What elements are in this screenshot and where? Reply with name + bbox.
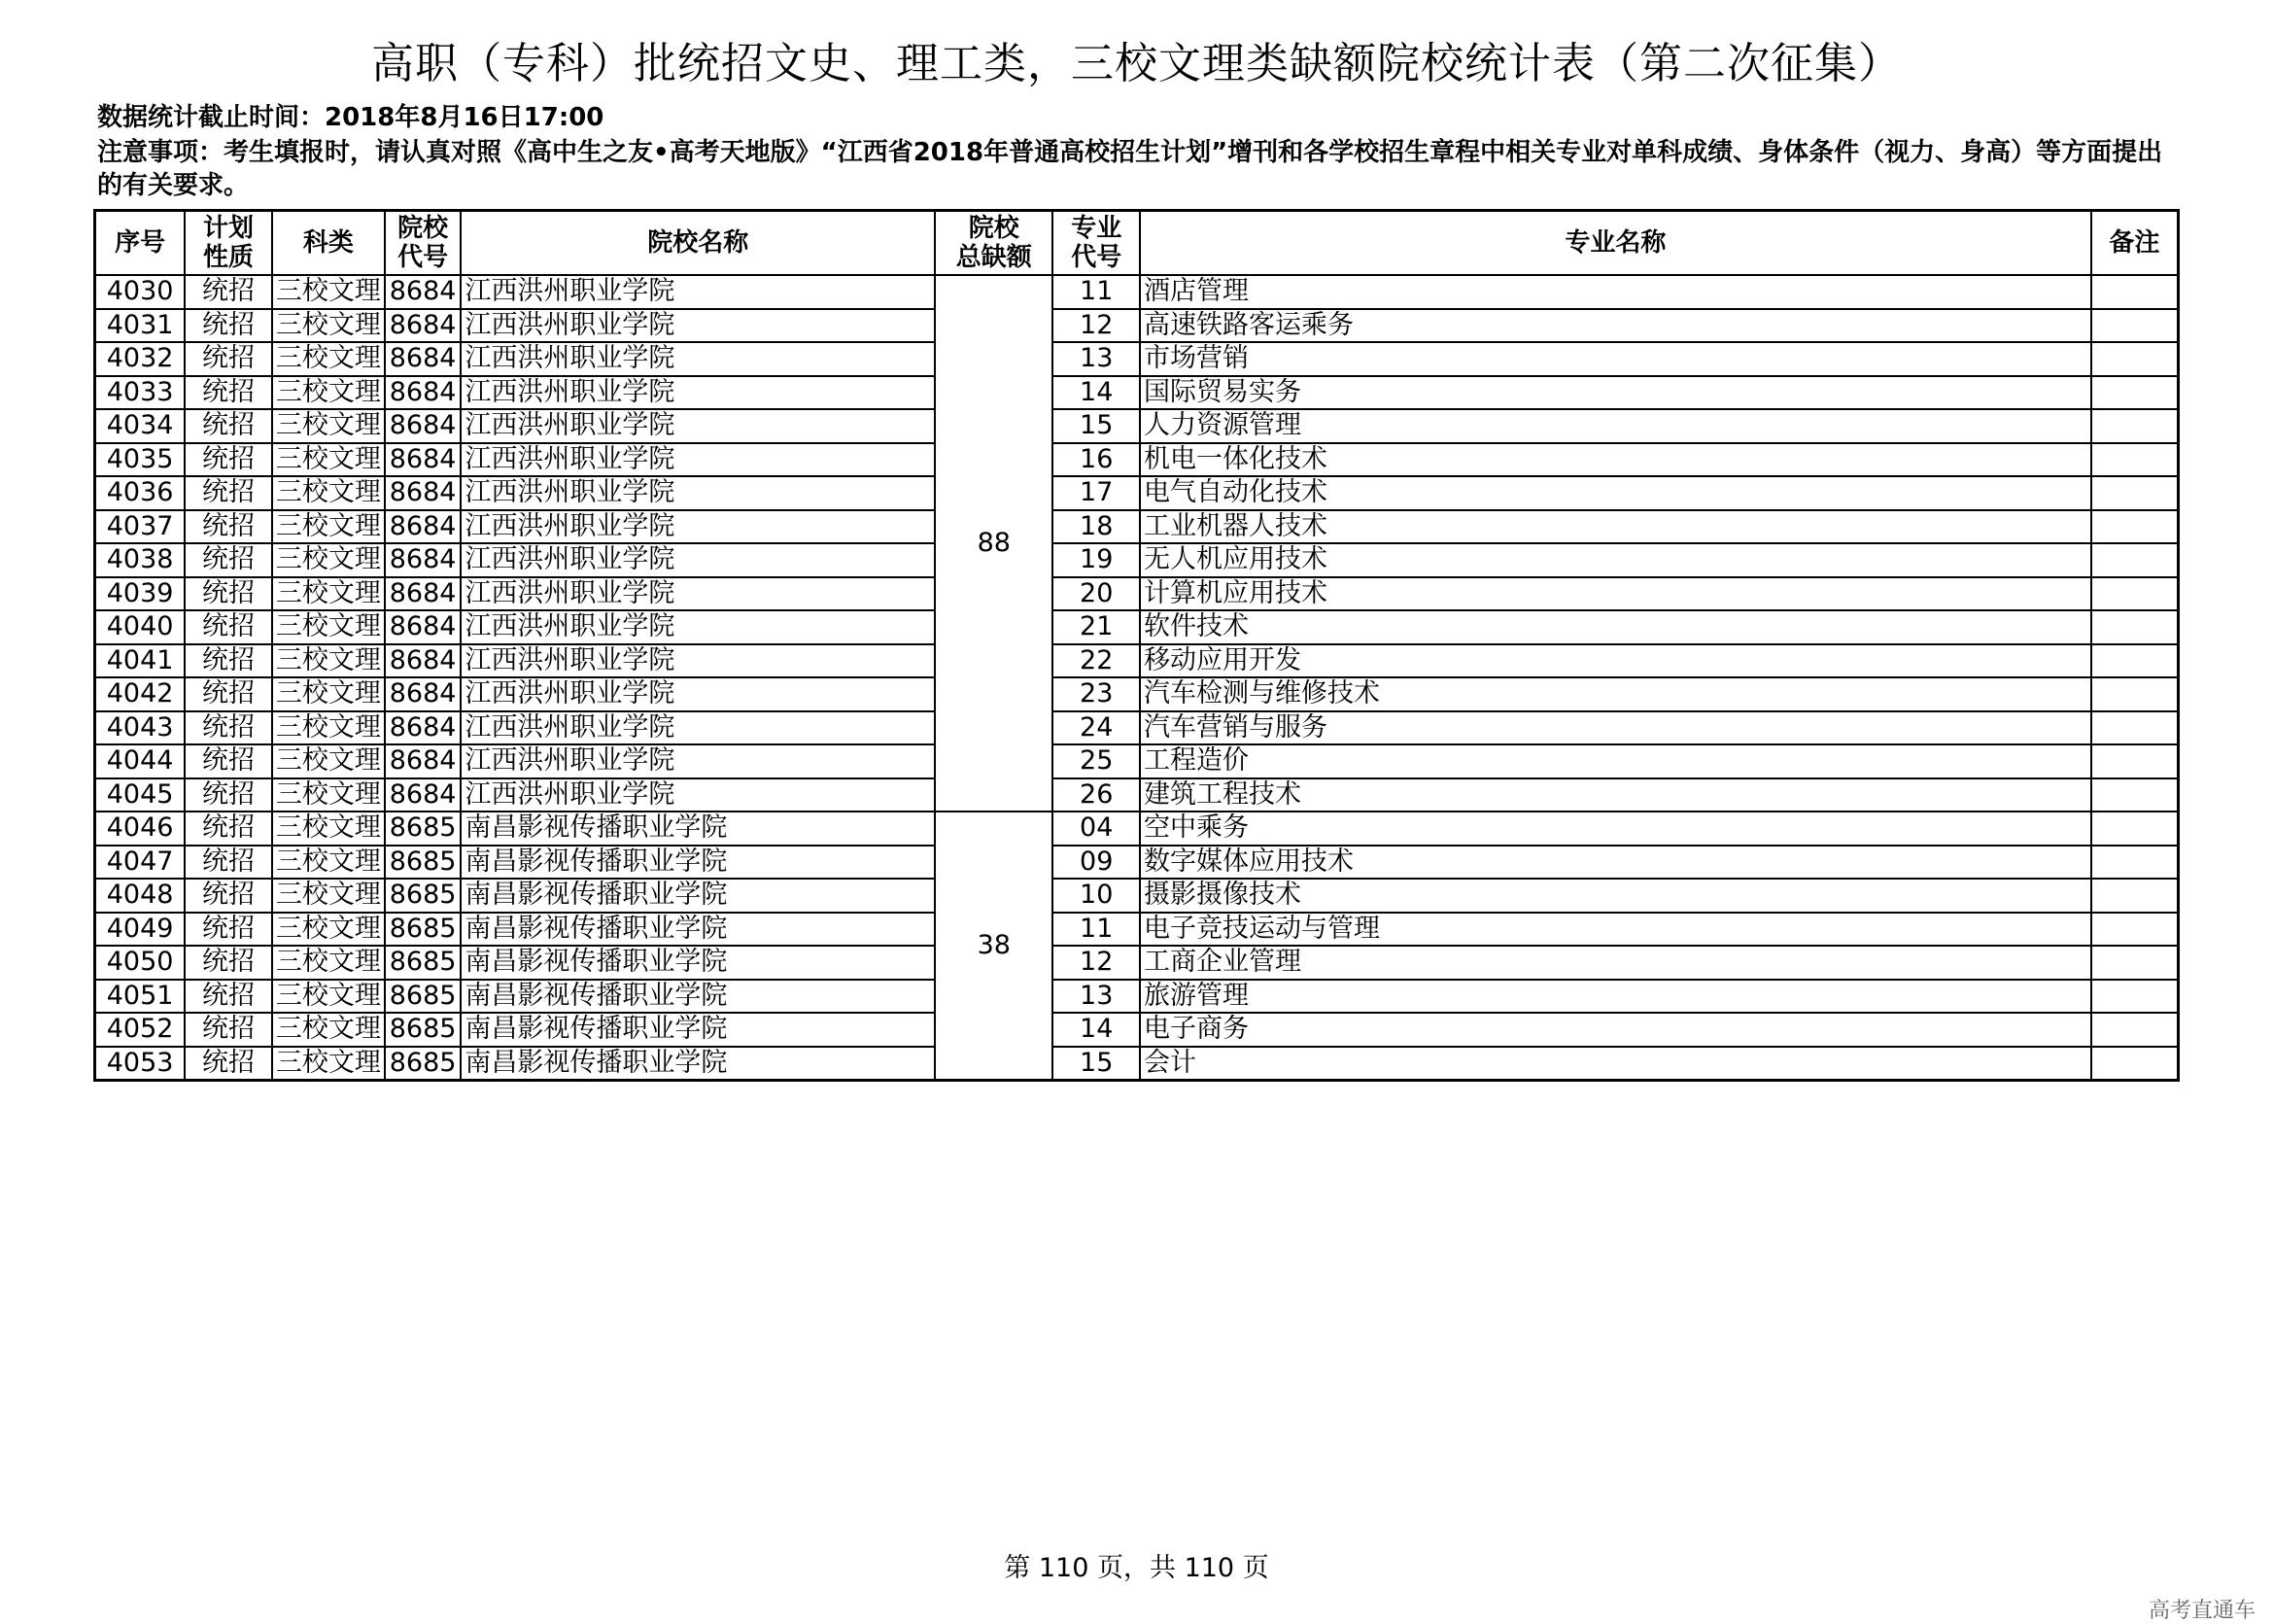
table-row	[95, 275, 2179, 309]
cell-remark	[2091, 577, 2179, 611]
cell-plan-type: 统招	[185, 711, 272, 745]
cell-seq: 4041	[95, 644, 186, 678]
cell-school-code: 8684	[385, 309, 461, 343]
table-row	[95, 846, 2179, 880]
cell-remark	[2091, 543, 2179, 577]
cell-category: 三校文理	[272, 1047, 385, 1081]
cell-seq: 4044	[95, 744, 186, 778]
cell-school-name: 南昌影视传播职业学院	[461, 913, 935, 947]
cell-category: 三校文理	[272, 812, 385, 846]
cell-major-name: 工业机器人技术	[1140, 510, 2091, 544]
cell-plan-type: 统招	[185, 443, 272, 477]
cell-school-code: 8684	[385, 744, 461, 778]
cell-category: 三校文理	[272, 476, 385, 510]
cell-major-name: 计算机应用技术	[1140, 577, 2091, 611]
cell-school-name: 江西洪州职业学院	[461, 275, 935, 309]
cell-category: 三校文理	[272, 543, 385, 577]
cell-seq: 4030	[95, 275, 186, 309]
cell-total-vacancy: 38	[935, 812, 1052, 1081]
cell-category: 三校文理	[272, 510, 385, 544]
cell-school-name: 江西洪州职业学院	[461, 409, 935, 443]
cell-plan-type: 统招	[185, 610, 272, 644]
cell-category: 三校文理	[272, 644, 385, 678]
cell-remark	[2091, 510, 2179, 544]
header-school-code: 院校 代号	[385, 211, 461, 276]
cell-major-name: 移动应用开发	[1140, 644, 2091, 678]
cell-remark	[2091, 409, 2179, 443]
header-plan-type: 计划 性质	[185, 211, 272, 276]
cell-major-code: 09	[1052, 846, 1140, 880]
cell-major-code: 26	[1052, 778, 1140, 812]
cell-major-name: 人力资源管理	[1140, 409, 2091, 443]
cell-plan-type: 统招	[185, 309, 272, 343]
table-row	[95, 476, 2179, 510]
cell-plan-type: 统招	[185, 1013, 272, 1047]
cell-remark	[2091, 610, 2179, 644]
cell-school-code: 8685	[385, 879, 461, 913]
cell-school-name: 江西洪州职业学院	[461, 510, 935, 544]
cell-school-code: 8684	[385, 376, 461, 410]
cell-seq: 4045	[95, 778, 186, 812]
cell-category: 三校文理	[272, 744, 385, 778]
table-row	[95, 443, 2179, 477]
cell-plan-type: 统招	[185, 1047, 272, 1081]
table-row	[95, 543, 2179, 577]
header-category: 科类	[272, 211, 385, 276]
cell-seq: 4049	[95, 913, 186, 947]
cell-plan-type: 统招	[185, 677, 272, 711]
notice-text: 注意事项：考生填报时，请认真对照《高中生之友•高考天地版》“江西省2018年普通高校招生计划”增刊和各学校招生章程中相关专业对单科成绩、身体条件（视力、身高）等方面提出的有关要求。	[97, 138, 2163, 200]
cell-remark	[2091, 913, 2179, 947]
cell-category: 三校文理	[272, 946, 385, 980]
cell-category: 三校文理	[272, 409, 385, 443]
cell-seq: 4036	[95, 476, 186, 510]
cell-major-code: 17	[1052, 476, 1140, 510]
cell-seq: 4033	[95, 376, 186, 410]
cell-major-code: 11	[1052, 913, 1140, 947]
cell-major-name: 高速铁路客运乘务	[1140, 309, 2091, 343]
cell-plan-type: 统招	[185, 510, 272, 544]
table-row	[95, 610, 2179, 644]
cell-seq: 4050	[95, 946, 186, 980]
header-school-name: 院校名称	[461, 211, 935, 276]
cell-school-code: 8684	[385, 677, 461, 711]
cell-major-name: 旅游管理	[1140, 980, 2091, 1014]
cell-major-name: 酒店管理	[1140, 275, 2091, 309]
cell-category: 三校文理	[272, 342, 385, 376]
cell-major-code: 24	[1052, 711, 1140, 745]
cell-plan-type: 统招	[185, 980, 272, 1014]
cell-category: 三校文理	[272, 846, 385, 880]
cell-seq: 4034	[95, 409, 186, 443]
cell-school-code: 8685	[385, 1013, 461, 1047]
table-row	[95, 1013, 2179, 1047]
cell-major-code: 23	[1052, 677, 1140, 711]
cell-major-code: 25	[1052, 744, 1140, 778]
cell-major-name: 无人机应用技术	[1140, 543, 2091, 577]
cell-remark	[2091, 443, 2179, 477]
cell-school-code: 8685	[385, 913, 461, 947]
cell-major-code: 16	[1052, 443, 1140, 477]
header-remark: 备注	[2091, 211, 2179, 276]
cell-remark	[2091, 778, 2179, 812]
cell-remark	[2091, 275, 2179, 309]
cell-remark	[2091, 309, 2179, 343]
cell-major-code: 15	[1052, 1047, 1140, 1081]
table-row	[95, 510, 2179, 544]
cell-seq: 4032	[95, 342, 186, 376]
cell-school-code: 8684	[385, 342, 461, 376]
cell-seq: 4039	[95, 577, 186, 611]
header-seq: 序号	[95, 211, 186, 276]
cell-category: 三校文理	[272, 778, 385, 812]
table-row	[95, 744, 2179, 778]
cell-remark	[2091, 744, 2179, 778]
cell-plan-type: 统招	[185, 778, 272, 812]
cell-major-name: 市场营销	[1140, 342, 2091, 376]
cell-major-code: 11	[1052, 275, 1140, 309]
cell-school-code: 8684	[385, 543, 461, 577]
cell-category: 三校文理	[272, 610, 385, 644]
cell-seq: 4035	[95, 443, 186, 477]
cell-plan-type: 统招	[185, 577, 272, 611]
header-major-name: 专业名称	[1140, 211, 2091, 276]
cell-major-code: 20	[1052, 577, 1140, 611]
cell-school-name: 江西洪州职业学院	[461, 711, 935, 745]
document-title: 高职（专科）批统招文史、理工类，三校文理类缺额院校统计表（第二次征集）	[371, 39, 1902, 88]
cell-total-vacancy: 88	[935, 275, 1052, 812]
cell-school-name: 江西洪州职业学院	[461, 744, 935, 778]
cell-school-name: 南昌影视传播职业学院	[461, 1013, 935, 1047]
table-row	[95, 1047, 2179, 1081]
cell-major-code: 04	[1052, 812, 1140, 846]
cell-category: 三校文理	[272, 275, 385, 309]
cell-remark	[2091, 980, 2179, 1014]
cell-plan-type: 统招	[185, 644, 272, 678]
cell-plan-type: 统招	[185, 812, 272, 846]
cell-major-name: 汽车营销与服务	[1140, 711, 2091, 745]
table-row	[95, 711, 2179, 745]
cell-remark	[2091, 879, 2179, 913]
cell-school-code: 8684	[385, 476, 461, 510]
page-footer: 第 110 页，共 110 页	[1004, 1553, 1269, 1583]
cell-major-name: 机电一体化技术	[1140, 443, 2091, 477]
cell-major-code: 12	[1052, 309, 1140, 343]
cell-category: 三校文理	[272, 376, 385, 410]
cell-seq: 4046	[95, 812, 186, 846]
cell-category: 三校文理	[272, 980, 385, 1014]
deadline-text: 数据统计截止时间：2018年8月16日17:00	[97, 103, 604, 132]
cell-school-name: 江西洪州职业学院	[461, 677, 935, 711]
table-header-row	[95, 211, 2179, 276]
cell-seq: 4031	[95, 309, 186, 343]
cell-major-code: 10	[1052, 879, 1140, 913]
cell-plan-type: 统招	[185, 376, 272, 410]
cell-school-name: 江西洪州职业学院	[461, 543, 935, 577]
table-row	[95, 913, 2179, 947]
table-row	[95, 409, 2179, 443]
cell-seq: 4037	[95, 510, 186, 544]
cell-remark	[2091, 342, 2179, 376]
cell-seq: 4053	[95, 1047, 186, 1081]
cell-school-name: 江西洪州职业学院	[461, 644, 935, 678]
cell-school-code: 8684	[385, 577, 461, 611]
cell-school-code: 8685	[385, 946, 461, 980]
cell-major-name: 工程造价	[1140, 744, 2091, 778]
cell-category: 三校文理	[272, 309, 385, 343]
cell-plan-type: 统招	[185, 879, 272, 913]
cell-remark	[2091, 812, 2179, 846]
cell-major-name: 空中乘务	[1140, 812, 2091, 846]
cell-major-name: 会计	[1140, 1047, 2091, 1081]
cell-major-name: 电子竞技运动与管理	[1140, 913, 2091, 947]
cell-seq: 4038	[95, 543, 186, 577]
table-row	[95, 946, 2179, 980]
watermark-text: 高考直通车	[2148, 1599, 2256, 1623]
cell-remark	[2091, 1047, 2179, 1081]
table-row	[95, 376, 2179, 410]
cell-school-code: 8684	[385, 711, 461, 745]
cell-remark	[2091, 677, 2179, 711]
cell-school-code: 8684	[385, 644, 461, 678]
cell-school-name: 江西洪州职业学院	[461, 309, 935, 343]
cell-remark	[2091, 846, 2179, 880]
table-row	[95, 879, 2179, 913]
cell-major-code: 13	[1052, 980, 1140, 1014]
cell-category: 三校文理	[272, 443, 385, 477]
cell-category: 三校文理	[272, 879, 385, 913]
cell-school-name: 南昌影视传播职业学院	[461, 946, 935, 980]
cell-school-name: 江西洪州职业学院	[461, 476, 935, 510]
cell-plan-type: 统招	[185, 946, 272, 980]
cell-school-name: 南昌影视传播职业学院	[461, 1047, 935, 1081]
cell-major-code: 19	[1052, 543, 1140, 577]
cell-major-code: 15	[1052, 409, 1140, 443]
cell-school-code: 8684	[385, 778, 461, 812]
table-row	[95, 342, 2179, 376]
cell-seq: 4048	[95, 879, 186, 913]
cell-school-name: 江西洪州职业学院	[461, 376, 935, 410]
cell-school-code: 8684	[385, 409, 461, 443]
cell-plan-type: 统招	[185, 342, 272, 376]
cell-major-code: 22	[1052, 644, 1140, 678]
cell-seq: 4047	[95, 846, 186, 880]
table-row	[95, 309, 2179, 343]
cell-school-name: 南昌影视传播职业学院	[461, 846, 935, 880]
cell-remark	[2091, 644, 2179, 678]
cell-seq: 4052	[95, 1013, 186, 1047]
cell-plan-type: 统招	[185, 476, 272, 510]
cell-major-name: 工商企业管理	[1140, 946, 2091, 980]
cell-category: 三校文理	[272, 677, 385, 711]
cell-school-code: 8684	[385, 610, 461, 644]
cell-school-name: 江西洪州职业学院	[461, 778, 935, 812]
cell-major-name: 电气自动化技术	[1140, 476, 2091, 510]
cell-school-code: 8684	[385, 275, 461, 309]
cell-plan-type: 统招	[185, 409, 272, 443]
cell-seq: 4043	[95, 711, 186, 745]
cell-plan-type: 统招	[185, 275, 272, 309]
cell-major-name: 摄影摄像技术	[1140, 879, 2091, 913]
header-major-code: 专业 代号	[1052, 211, 1140, 276]
cell-school-name: 江西洪州职业学院	[461, 342, 935, 376]
table-row	[95, 812, 2179, 846]
cell-plan-type: 统招	[185, 543, 272, 577]
cell-category: 三校文理	[272, 913, 385, 947]
cell-school-name: 南昌影视传播职业学院	[461, 812, 935, 846]
cell-major-name: 国际贸易实务	[1140, 376, 2091, 410]
cell-seq: 4042	[95, 677, 186, 711]
cell-remark	[2091, 711, 2179, 745]
table-row	[95, 577, 2179, 611]
cell-major-code: 21	[1052, 610, 1140, 644]
cell-school-name: 江西洪州职业学院	[461, 577, 935, 611]
cell-school-name: 南昌影视传播职业学院	[461, 980, 935, 1014]
cell-major-code: 18	[1052, 510, 1140, 544]
cell-remark	[2091, 1013, 2179, 1047]
cell-seq: 4051	[95, 980, 186, 1014]
cell-plan-type: 统招	[185, 744, 272, 778]
cell-major-code: 14	[1052, 1013, 1140, 1047]
cell-major-name: 建筑工程技术	[1140, 778, 2091, 812]
cell-remark	[2091, 376, 2179, 410]
cell-school-code: 8685	[385, 846, 461, 880]
cell-remark	[2091, 946, 2179, 980]
cell-school-code: 8684	[385, 510, 461, 544]
table-row	[95, 677, 2179, 711]
cell-school-name: 南昌影视传播职业学院	[461, 879, 935, 913]
cell-major-name: 汽车检测与维修技术	[1140, 677, 2091, 711]
table-row	[95, 644, 2179, 678]
cell-category: 三校文理	[272, 711, 385, 745]
vacancy-table	[93, 209, 2180, 1082]
cell-major-name: 数字媒体应用技术	[1140, 846, 2091, 880]
cell-category: 三校文理	[272, 1013, 385, 1047]
cell-plan-type: 统招	[185, 846, 272, 880]
table-body	[95, 275, 2179, 1081]
cell-school-name: 江西洪州职业学院	[461, 610, 935, 644]
cell-plan-type: 统招	[185, 913, 272, 947]
cell-school-code: 8684	[385, 443, 461, 477]
table-row	[95, 980, 2179, 1014]
cell-major-name: 电子商务	[1140, 1013, 2091, 1047]
cell-remark	[2091, 476, 2179, 510]
cell-school-code: 8685	[385, 1047, 461, 1081]
cell-seq: 4040	[95, 610, 186, 644]
cell-category: 三校文理	[272, 577, 385, 611]
table-row	[95, 778, 2179, 812]
cell-school-code: 8685	[385, 980, 461, 1014]
cell-major-code: 12	[1052, 946, 1140, 980]
header-total-vacancy: 院校 总缺额	[935, 211, 1052, 276]
cell-school-code: 8685	[385, 812, 461, 846]
cell-major-code: 14	[1052, 376, 1140, 410]
cell-major-code: 13	[1052, 342, 1140, 376]
cell-major-name: 软件技术	[1140, 610, 2091, 644]
cell-school-name: 江西洪州职业学院	[461, 443, 935, 477]
